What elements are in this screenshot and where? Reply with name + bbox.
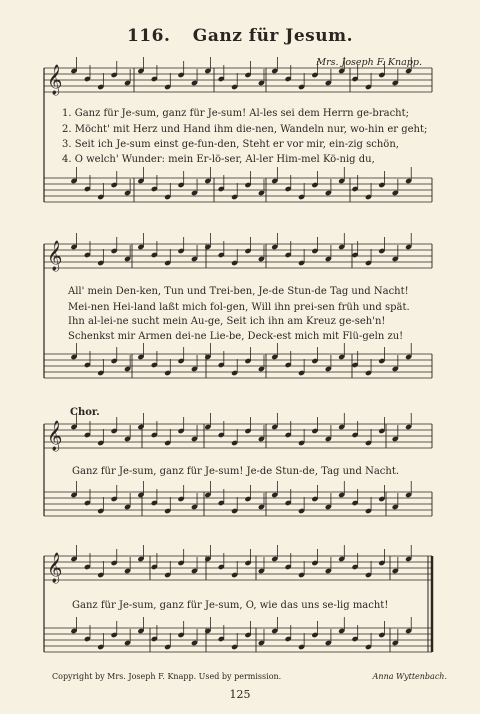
verse-line-3b: Ihn al-lei-ne sucht mein Au-ge, Seit ich ihn am Kreuz ge-seh'n!: [68, 316, 386, 327]
copyright-note: Copyright by Mrs. Joseph F. Knapp. Used by permission.: [52, 672, 282, 681]
treble-clef: 𝄞: [47, 421, 63, 451]
hymn-title: Ganz für Jesum.: [192, 26, 354, 46]
composer-credit: Mrs. Joseph F. Knapp.: [316, 57, 422, 68]
verse-line-2a: 2. Möcht' mit Herz und Hand ihm die-nen, Wandeln nur, wo-hin er geht;: [62, 124, 428, 135]
chorus-line-1: Ganz für Je-sum, ganz für Je-sum! Je-de Stun-de, Tag und Nacht.: [72, 466, 400, 477]
page-number: 125: [229, 688, 251, 701]
translator-credit: Anna Wyttenbach.: [372, 672, 447, 681]
verse-line-4b: Schenkst mir Armen dei-ne Lie-be, Deck-est mich mit Flü-geln zu!: [68, 331, 404, 342]
chorus-label: Chor.: [70, 407, 100, 418]
treble-clef: 𝄞: [47, 553, 63, 583]
hymn-number: 116.: [126, 26, 171, 46]
treble-clef: 𝄞: [47, 65, 63, 95]
chorus-line-2: Ganz für Je-sum, ganz für Je-sum, O, wie das uns se-lig macht!: [72, 600, 389, 611]
treble-clef: 𝄞: [47, 241, 63, 271]
verse-line-4a: 4. O welch' Wunder: mein Er-lö-ser, Al-ler Him-mel Kö-nig du,: [62, 154, 375, 165]
footer: [52, 672, 447, 681]
verse-line-1a: 1. Ganz für Je-sum, ganz für Je-sum! Al-les sei dem Herrn ge-bracht;: [62, 108, 410, 119]
verse-line-3a: 3. Seit ich Je-sum einst ge-fun-den, Steht er vor mir, ein-zig schön,: [62, 139, 399, 150]
verse-line-2b: Mei-nen Hei-land laßt mich fol-gen, Will ihn prei-sen früh und spät.: [68, 302, 410, 313]
verse-line-1b: All' mein Den-ken, Tun und Trei-ben, Je-de Stun-de Tag und Nacht!: [68, 286, 409, 297]
